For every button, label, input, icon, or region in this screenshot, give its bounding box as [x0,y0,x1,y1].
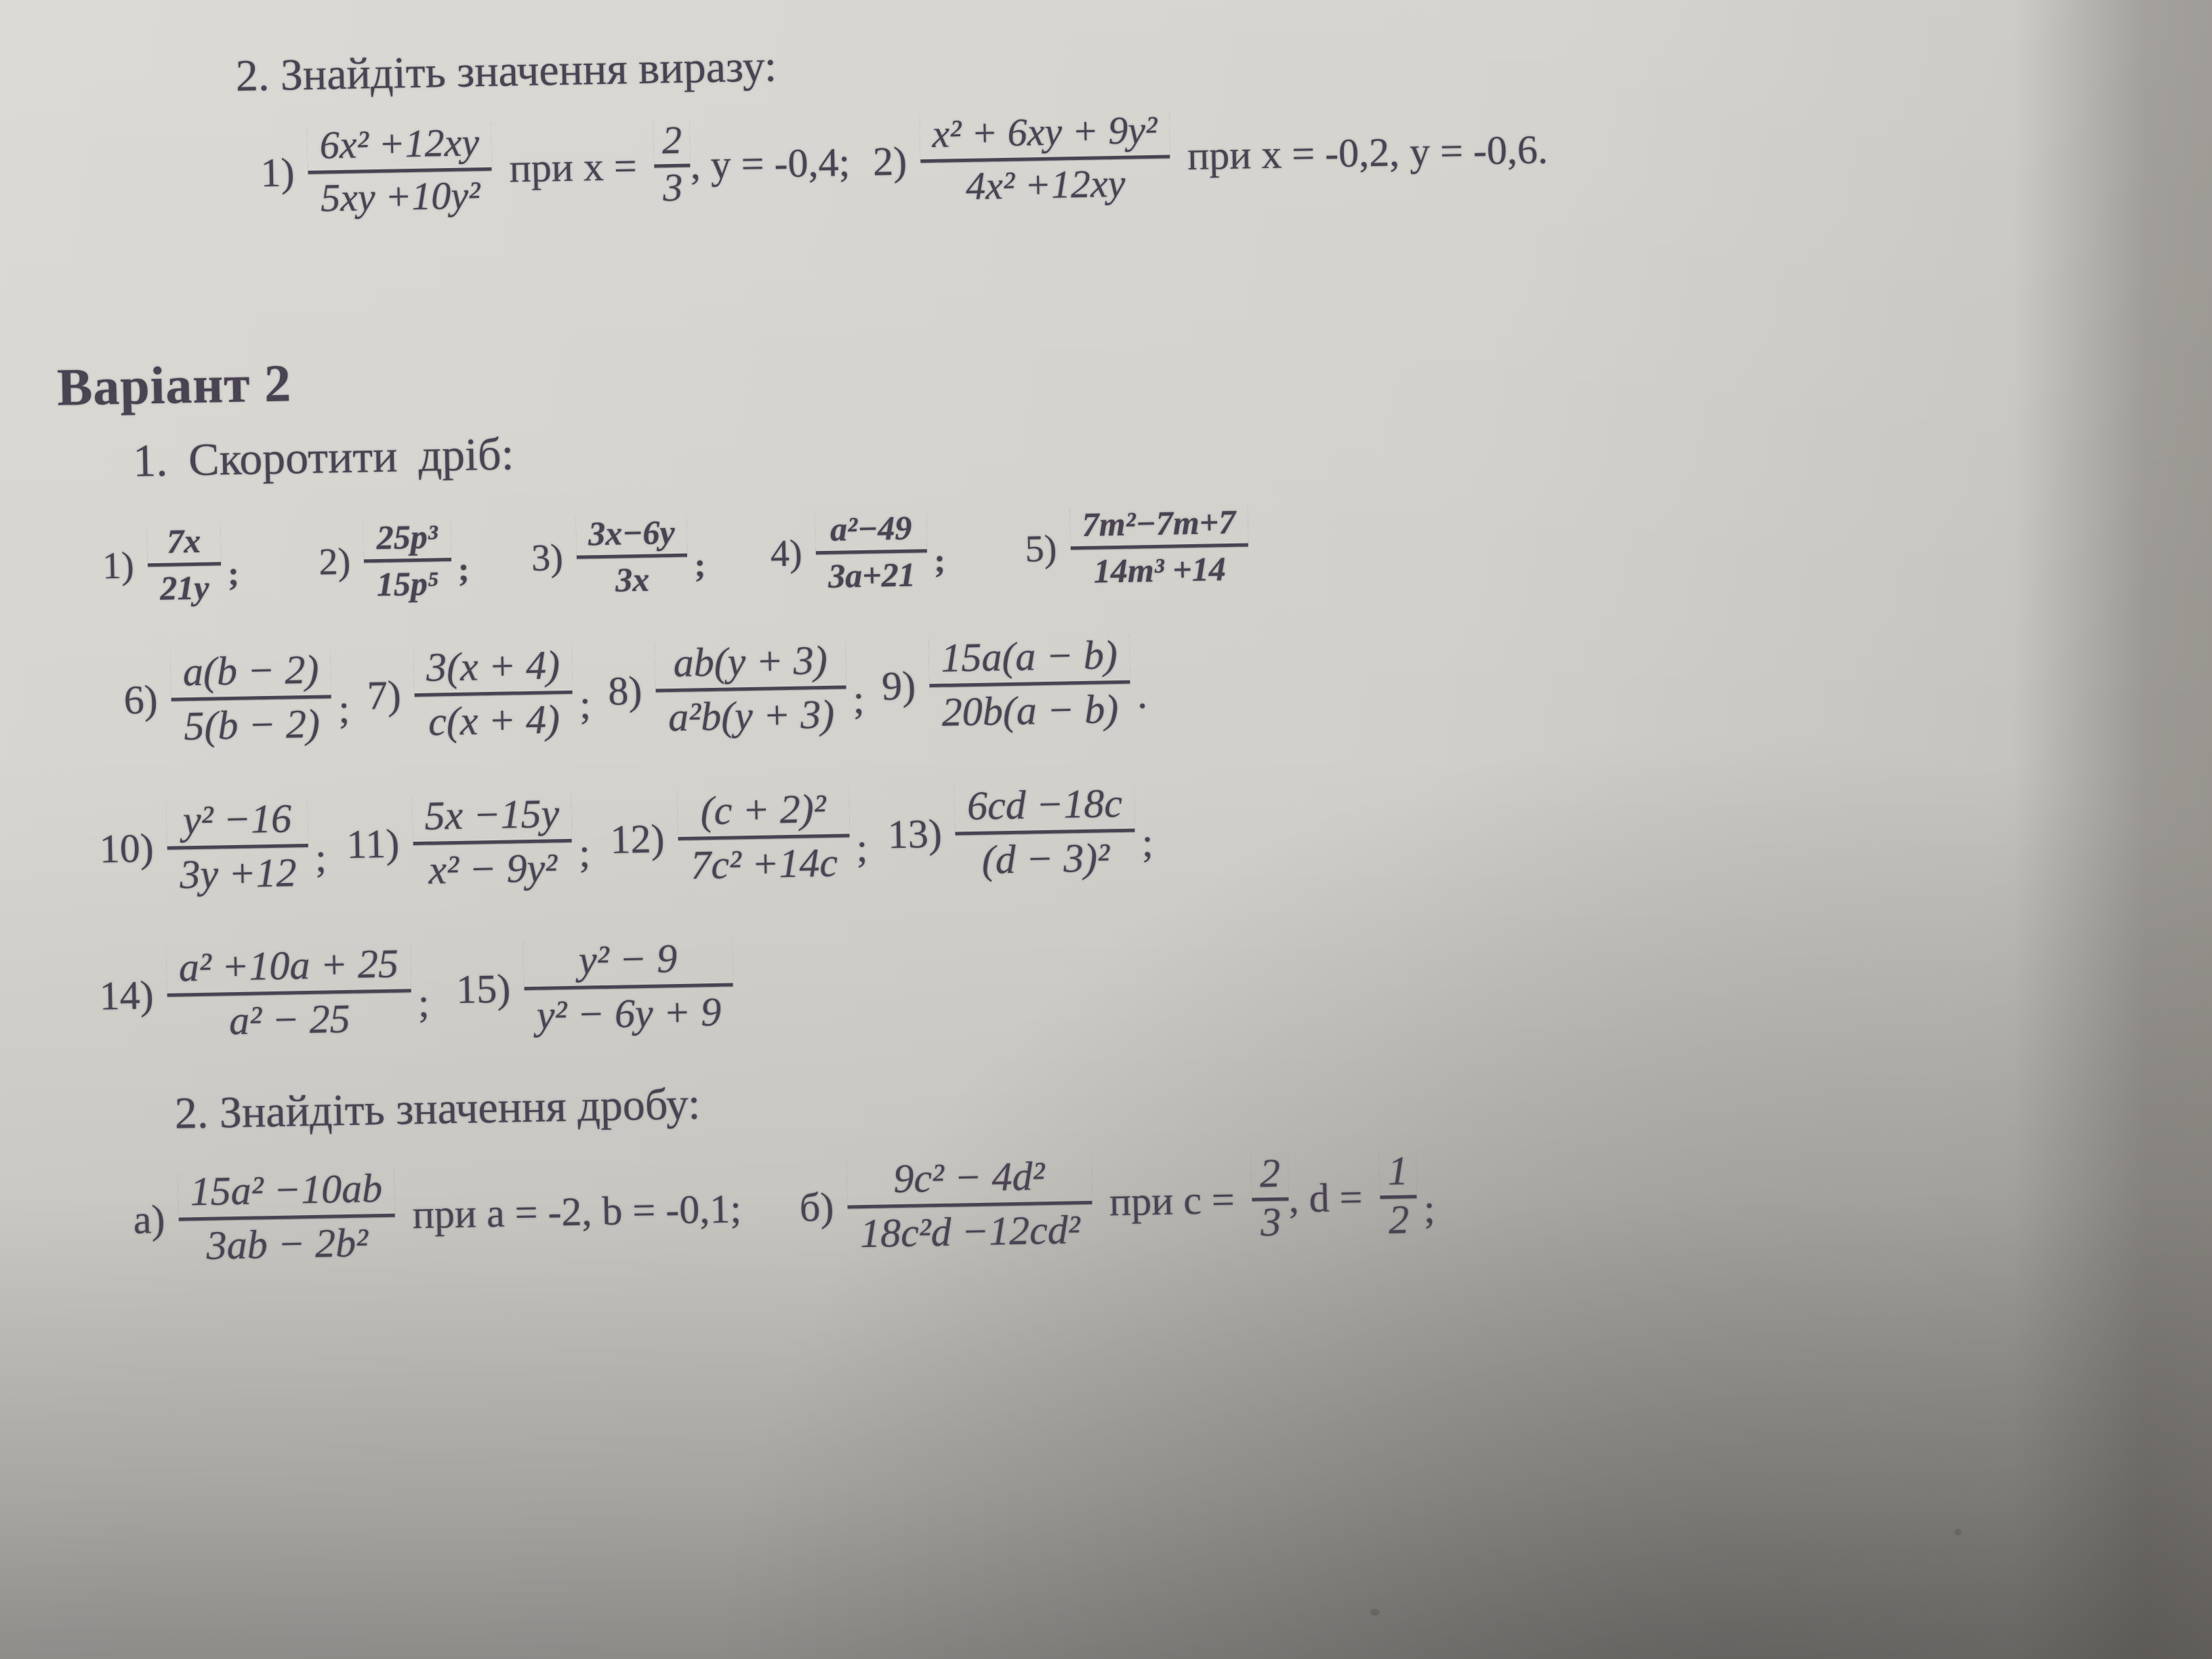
problem-label: 14) [99,972,155,1019]
task2-title: 2. Знайдіть значення дробу: [174,1079,701,1139]
fraction-numerator: 3x−6y [576,514,688,558]
problem-item [260,115,851,220]
fraction-numerator: 9c² − 4d² [846,1154,1092,1209]
value-fraction [1379,1149,1418,1244]
fraction-denominator: (d − 3)² [981,835,1110,882]
condition-text: при a = -2, b = -0,1; [412,1186,742,1237]
problem-item [609,787,868,888]
fraction-denominator: 20b(a − b) [941,686,1119,735]
fraction-numerator: y² −16 [166,797,308,850]
problem-item [455,936,734,1038]
value-fraction [653,117,691,212]
problem-item [607,638,865,740]
problem-label: 3) [531,536,564,579]
fraction-numerator: 5x −15y [412,792,572,845]
condition-text: при x = [509,143,638,191]
separator: ; [578,830,591,876]
fraction-denominator: x² − 9y² [428,845,558,893]
problem-item [98,796,327,897]
variant-heading: Варіант 2 [56,353,292,417]
fraction-denominator: 4x² +12xy [965,161,1126,208]
fraction [363,518,452,602]
fraction-denominator: 3a+21 [827,555,916,596]
fraction-numerator: (c + 2)² [677,787,849,840]
problem-label: 1) [260,150,295,196]
condition-text: при x = -0,2, y = -0,6. [1187,127,1549,178]
fraction-denominator: y² − 6y + 9 [536,989,722,1038]
fraction [413,644,573,743]
separator: ; [1141,819,1154,865]
separator: ; [227,554,240,592]
fraction [955,781,1136,882]
fraction [523,936,734,1037]
problem-item [881,633,1148,735]
problem-label: 15) [455,966,511,1012]
fraction [166,942,412,1044]
fraction-denominator: 14m³ +14 [1093,550,1227,590]
fraction-denominator: 5(b − 2) [183,701,321,749]
fraction [166,797,309,897]
problem-label: а) [133,1196,165,1242]
fraction [147,523,222,607]
fraction-denominator: 3 [1260,1199,1282,1245]
fraction-numerator: 1 [1379,1149,1416,1199]
problem-item [1025,504,1249,590]
fraction-denominator: 3ab − 2b² [205,1220,369,1268]
evaluate-fraction-row [132,1133,2212,1268]
fraction-numerator: a² +10a + 25 [166,942,411,997]
fraction-numerator: 7x [147,523,221,567]
fraction-denominator: 3 [662,165,683,210]
problem-label: 10) [99,825,155,872]
paper-speck [1954,1529,1961,1536]
problem-label: 2) [318,540,351,583]
fraction [677,787,850,887]
problem-item [346,792,591,893]
problem-item [123,648,350,749]
problem-item [799,1147,1436,1256]
fraction-numerator: 3(x + 4) [413,644,572,697]
fraction-denominator: 21y [159,568,210,608]
task1-title: 1. Скоротити дріб: [132,428,515,487]
problem-label: 4) [770,532,803,575]
fraction [178,1167,396,1268]
fraction-denominator: a²b(y + 3) [668,691,835,740]
problem-label: 1) [102,544,135,588]
fraction-denominator: 5xy +10y² [320,173,480,220]
fraction-denominator: a² − 25 [228,996,351,1043]
separator: ; [314,835,327,880]
fraction-numerator: 25p³ [363,518,451,563]
fraction-denominator: 7c² +14c [690,840,838,888]
problem-label: 9) [881,663,916,709]
value-fraction [1251,1151,1290,1246]
problem-item [132,1160,760,1269]
separator: ; [579,682,592,727]
problem-label: 8) [607,668,643,714]
problem-label: 11) [346,821,400,867]
fraction [1069,504,1249,590]
separator: ; [417,980,430,1025]
fraction-denominator: 3y +12 [179,850,298,897]
separator: ; [457,550,470,588]
problem-item [98,942,430,1045]
fraction-numerator: 2 [653,120,690,168]
condition-text: при c = [1109,1176,1235,1225]
fraction-numerator: ab(y + 3) [655,638,846,692]
fraction-numerator: a²−49 [815,510,927,555]
fraction [920,107,1171,209]
problem-item [366,643,591,744]
separator: ; [855,825,868,870]
fraction [412,792,573,892]
fraction-numerator: 6cd −18c [955,781,1135,835]
fraction-numerator: 15a² −10ab [178,1167,395,1221]
problem-item [531,514,706,600]
fraction-numerator: 6x² +12xy [307,122,492,174]
fractions-row-10-13 [98,762,2212,897]
separator: . [1136,672,1148,717]
fraction-denominator: 18c²d −12cd² [859,1207,1081,1256]
problem-item [887,781,1154,883]
separator: ; [1423,1186,1436,1231]
problem-label: б) [799,1184,834,1230]
fraction-numerator: 7m²−7m+7 [1069,504,1248,550]
fraction-denominator: c(x + 4) [428,696,560,744]
problem-item [872,102,1566,209]
fraction-denominator: 3x [615,560,650,599]
fraction-denominator: 15p⁵ [376,564,440,604]
fraction [928,634,1131,734]
fraction [655,638,847,739]
fraction-numerator: a(b − 2) [170,648,331,701]
fraction-numerator: x² + 6xy + 9y² [920,110,1170,163]
fractions-row-6-9 [123,613,2210,748]
separator: ; [694,545,706,584]
fractions-row-14-15 [98,909,2212,1044]
fraction-numerator: 2 [1251,1151,1288,1201]
fraction [815,510,928,594]
separator: ; [933,541,946,579]
problem-label: 12) [609,816,665,862]
fractions-row-1-5 [102,486,2208,607]
fraction-numerator: 15a(a − b) [928,634,1130,687]
paper-speck [1370,1609,1380,1616]
separator: ; [337,686,350,731]
problem-label: 7) [367,672,402,718]
problem-label: 13) [887,811,943,857]
problem-item [102,523,240,608]
fraction-numerator: y² − 9 [523,936,733,990]
condition-text: , y = -0,4; [690,140,851,188]
section2-title: 2. Знайдіть значення виразу: [235,41,777,101]
problem-item [770,509,946,595]
fraction [846,1154,1092,1256]
fraction [576,514,689,598]
problem-label: 2) [872,138,907,184]
problem-item [318,518,470,603]
condition-text: , d = [1288,1174,1364,1221]
fraction [307,122,493,220]
fraction-denominator: 2 [1388,1197,1410,1242]
separator: ; [853,676,865,722]
fraction [170,648,332,747]
problem-label: 6) [123,676,159,722]
evaluate-expression-row [260,91,2200,220]
problem-label: 5) [1025,527,1057,571]
